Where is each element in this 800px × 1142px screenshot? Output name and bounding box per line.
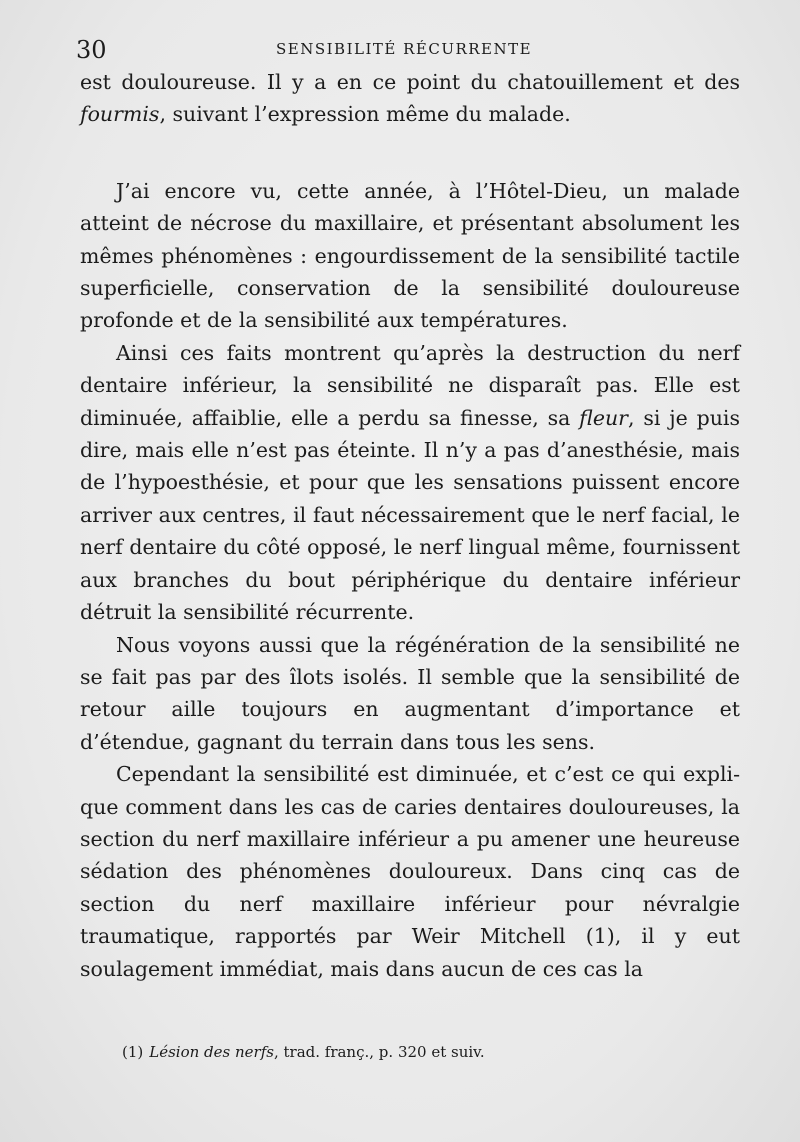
running-title: SENSIBILITÉ RÉCURRENTE [276, 40, 533, 58]
paragraph-3-text-c: , si je puis dire, mais elle n’est pas éteinte. Il n’y a pas d’anesthésie, mais de l’hypoesthésie, et pour que les sensations puissent encore arriver aux centres, il faut nécessairement que le nerf facial, le nerf dentaire du côté opposé, le nerf lingual même, fournissent aux branches du bout périphérique du dentaire inférieur détruit la sensibilité récurrente. [80, 405, 740, 625]
paragraph-1 [80, 66, 740, 131]
footnote-text: , trad. franç., p. 320 et suiv. [273, 1043, 485, 1061]
paragraph-1-text-c: , suivant l’expression même du malade. [159, 102, 571, 127]
page-number: 30 [76, 36, 107, 64]
paragraph-1-text-a: est douloureuse. Il y a en ce point du chatouillement et des [80, 70, 740, 94]
paragraph-4: Nous voyons aussi que la régénération de la sensibilité ne se fait pas par des îlots isolés. Il semble que la sensibilité de retour aille toujours en augmentant d’importance et d’étendue, gagnant du terrain dans tous les sens. [80, 632, 740, 754]
footnote-marker: (1) [122, 1043, 144, 1061]
paragraph-1-italic: fourmis [80, 102, 160, 127]
paragraph-3 [80, 337, 740, 629]
footnote-title: Lésion des nerfs [149, 1043, 274, 1061]
paragraph-2: J’ai encore vu, cette année, à l’Hôtel-Dieu, un malade atteint de nécrose du maxillaire, et présentant absolument les mêmes phénomènes : engourdissement de la sensibilité tactile superficielle, conservation de la sensibilité douloureuse profonde et de la sensibilité aux températures. [80, 178, 740, 333]
page-header [76, 34, 744, 62]
body-text [80, 66, 740, 985]
paragraph-3-italic: fleur [579, 405, 628, 430]
paragraph-gap [80, 131, 740, 175]
footnote [122, 1042, 742, 1062]
paragraph-3-text-a: Ainsi ces faits montrent qu’après la destruction du nerf dentaire inférieur, la sensibilité ne disparaît pas. Elle est diminuée, affaiblie, elle a perdu sa finesse, sa [80, 340, 740, 430]
paragraph-5: Cependant la sensibilité est diminuée, et c’est ce qui explique comment dans les cas de caries dentaires douloureuses, la section du nerf maxillaire inférieur a pu amener une heureuse sédation des phénomènes douloureux. Dans cinq cas de section du nerf maxillaire inférieur pour névralgie traumatique, rapportés par Weir Mitchell (1), il y eut soulagement immédiat, mais dans aucun de ces cas la [80, 762, 740, 981]
